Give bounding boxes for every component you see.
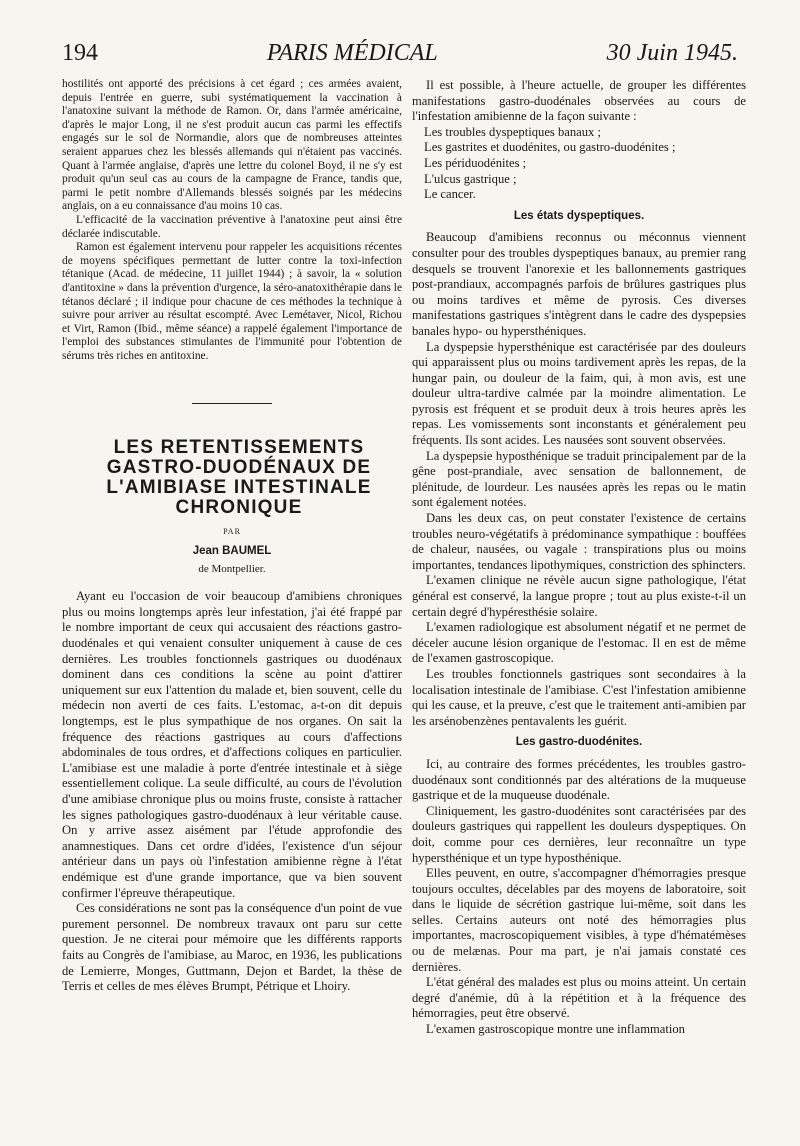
issue-date: 30 Juin 1945. bbox=[606, 40, 738, 66]
list-item: Les gastrites et duodénites, ou gastro-duodénites ; bbox=[424, 140, 676, 155]
page-header bbox=[62, 40, 738, 76]
author-name: Jean BAUMEL bbox=[192, 545, 272, 558]
paragraph: Les troubles fonctionnels gastriques sont secondaires à la localisation intestinale de l'amibiase. C'est l'infestation amibienne qui les cause, et la preuve, c'est que le traitement anti-amibien par les arsénobenzènes pentavalents les guérit. bbox=[412, 666, 746, 728]
list-item: Les troubles dyspeptiques banaux ; bbox=[424, 124, 601, 139]
manifestations-list bbox=[412, 125, 746, 203]
article-title-line: CHRONIQUE bbox=[175, 497, 303, 519]
paragraph: L'état général des malades est plus ou moins atteint. Un certain degré d'anémie, dû à la répétition et à la fréquence des hémorragies, peut être observé. bbox=[412, 975, 746, 1021]
paragraph: Cliniquement, les gastro-duodénites sont caractérisées par des douleurs gastriques qui rappellent les douleurs dyspeptiques. On doit, comme pour ces dernières, leur reconnaître un type hypersthénique et un type hyposthénique. bbox=[412, 803, 746, 865]
left-column bbox=[62, 78, 402, 995]
author-affiliation: de Montpellier. bbox=[198, 562, 266, 575]
paragraph: L'examen radiologique est absolument négatif et ne permet de déceler aucune lésion organique de l'estomac. Il en est de même de l'examen gastroscopique. bbox=[412, 620, 746, 666]
paragraph: Elles peuvent, en outre, s'accompagner d'hémorragies presque toujours occultes, décelables par des moyens de laboratoire, soit dans le liquide de sécrétion gastrique lui-même, soit dans les selles. Certains auteurs ont noté des hémorragies plus importantes, macroscopiquement visibles, à type d'hématémèses ou de melænas. Pour ma part, je n'ai jamais constaté ces dernières. bbox=[412, 866, 746, 974]
journal-title: PARIS MÉDICAL bbox=[266, 40, 438, 66]
section-divider bbox=[192, 403, 272, 404]
article-title-line: GASTRO-DUODÉNAUX DE bbox=[106, 457, 372, 479]
paragraph: Ici, au contraire des formes précédentes, les troubles gastro-duodénaux sont conditionnés par des altérations de la muqueuse gastrique et de la muqueuse duodénale. bbox=[412, 756, 746, 803]
page-number: 194 bbox=[62, 40, 98, 66]
paragraph: La dyspepsie hyposthénique se traduit principalement par de la gêne post-prandiale, avec sensation de ballonnement, de plénitude, de lourdeur. Les nausées après les repas ou le matin sont également notées. bbox=[412, 448, 746, 510]
section-heading: Les états dyspeptiques. bbox=[513, 209, 645, 222]
paragraph: Beaucoup d'amibiens reconnus ou méconnus viennent consulter pour des troubles dyspeptiques banaux, au premier rang desquels se trouvent l'anorexie et les ballonnements gastriques post-prandiaux, accompagnés parfois de brûlures gastriques plus ou moins tardives et même de pyrosis. Ces diverses manifestations gastriques s'intègrent dans le cadre des dyspepsies banales hypo- ou hypersthéniques. bbox=[412, 230, 746, 338]
list-item: Le cancer. bbox=[424, 187, 476, 202]
byline-par: PAR bbox=[223, 527, 241, 537]
paragraph: Ces considérations ne sont pas la conséquence d'un point de vue purement personnel. De nombreux travaux ont paru sur cette question. Je ne citerai pour mémoire que les différents rapports faits au Congrès de l'amibiase, au Maroc, en 1936, les publications de Lemierre, Monges, Guttmann, Dejon et Bardet, la thèse de Terris et celles de mes élèves Brumpt, Pétrique et Lhoiry. bbox=[62, 901, 402, 994]
article-title bbox=[62, 438, 402, 518]
paragraph: Dans les deux cas, on peut constater l'existence de certains troubles neuro-végétatifs à prédominance sympathique : bouffées de chaleur, nausées, ou vagale : transpirations plus ou moins importantes, tendances lipothymiques, constriction des sphincters. bbox=[412, 511, 746, 572]
paragraph: hostilités ont apporté des précisions à cet égard ; ces armées avaient, depuis l'entrée en guerre, subi systématiquement la vaccination à l'anatoxine suivant la méthode de Ramon. Or, dans l'armée américaine, d'après le major Long, il ne s'est produit aucun cas parmi les effectifs engagés sur le sol de Normandie, alors que de nombreuses atteintes seraient apparues chez les blessés allemands qui n'étaient pas vaccinés. Quant à l'armée anglaise, d'après une lettre du colonel Boyd, il ne s'y est produit qu'un seul cas au cours de la campagne de France, tandis que, parmi le petit nombre d'Allemands blessés soignés par les médecins anglais, on a eu connaissance d'au moins 10 cas. bbox=[62, 78, 402, 213]
paragraph: Il est possible, à l'heure actuelle, de grouper les différentes manifestations gastro-duodénales observées au cours de l'infestation amibienne de la façon suivante : bbox=[412, 78, 746, 124]
paragraph: Ramon est également intervenu pour rappeler les acquisitions récentes de moyens spécifiques permettant de lutter contre la toxi-infection tétanique (Acad. de médecine, 11 juillet 1944) ; à savoir, la « solution d'antitoxine » dans la prévention d'urgence, la séro-anatoxithérapie dans le tétanos déclaré ; il indique pour chacune de ces méthodes la technique à suivre pour arriver au résultat escompté. Avec Lemétaver, Nicol, Richou et Virt, Ramon (Ibid., même séance) a rappelé également l'importance de l'emploi des substances stimulantes de l'immunité pour l'obtention de sérums très riches en antitoxine. bbox=[62, 241, 402, 362]
list-item: L'ulcus gastrique ; bbox=[424, 171, 517, 186]
paragraph: L'efficacité de la vaccination préventive à l'anatoxine peut ainsi être déclarée indiscutable. bbox=[62, 213, 402, 240]
right-column bbox=[412, 78, 746, 1038]
section-heading: Les gastro-duodénites. bbox=[515, 736, 643, 749]
list-item: Les périduodénites ; bbox=[424, 155, 527, 170]
paragraph: Ayant eu l'occasion de voir beaucoup d'amibiens chroniques plus ou moins longtemps après leur infestation, j'ai été frappé par le nombre important de ceux qui accusaient des réactions gastro-duodénales et qui venaient consulter uniquement à cause de ces dernières. Les troubles fonctionnels gastriques ou duodénaux dominent dans ces conditions la scène au point d'attirer uniquement sur eux l'attention du malade et, bien souvent, celle du médecin non averti de ces faits. L'estomac, a-t-on dit depuis longtemps, est le plus sympathique de nos organes. On sait la fréquence des réactions gastriques au cours d'affections abdominales de tous ordres, et d'affections coliques en particulier. L'amibiase est une maladie à porte d'entrée intestinale et à siège essentiellement colique. La seule difficulté, au cours de l'évolution d'une amibiase chronique plus ou moins fruste, consiste à rattacher les signes pathologiques gastro-duodénaux à leur véritable cause. On y arrive assez aisément par l'étude approfondie des anamnestiques. Dans cet ordre d'idées, l'existence d'un séjour antérieur dans un pays où l'infestation amibienne règne à l'état endémique est d'une grande importance, que va bien souvent confirmer l'épreuve thérapeutique. bbox=[62, 589, 402, 900]
paragraph: La dyspepsie hypersthénique est caractérisée par des douleurs qui apparaissent plus ou moins tardivement après les repas, de la hungar pain, ou douleur de la faim, qui, à mon avis, est une douleur ultra-tardive calmée par la moindre alimentation. Le pyrosis est fréquent et se produit deux à trois heures après les repas. Les vomissements sont inconstants et généralement peu fréquents. Ils sont acides. Les nausées sont souvent observées. bbox=[412, 339, 746, 448]
paragraph: L'examen gastroscopique montre une inflammation bbox=[426, 1022, 685, 1037]
paragraph: L'examen clinique ne révèle aucun signe pathologique, l'état général est conservé, la langue propre ; tout au plus existe-t-il un certain degré d'hypéresthésie solaire. bbox=[412, 573, 746, 619]
article-title-line: L'AMIBIASE INTESTINALE bbox=[106, 477, 372, 499]
article-title-line: LES RETENTISSEMENTS bbox=[113, 437, 365, 459]
